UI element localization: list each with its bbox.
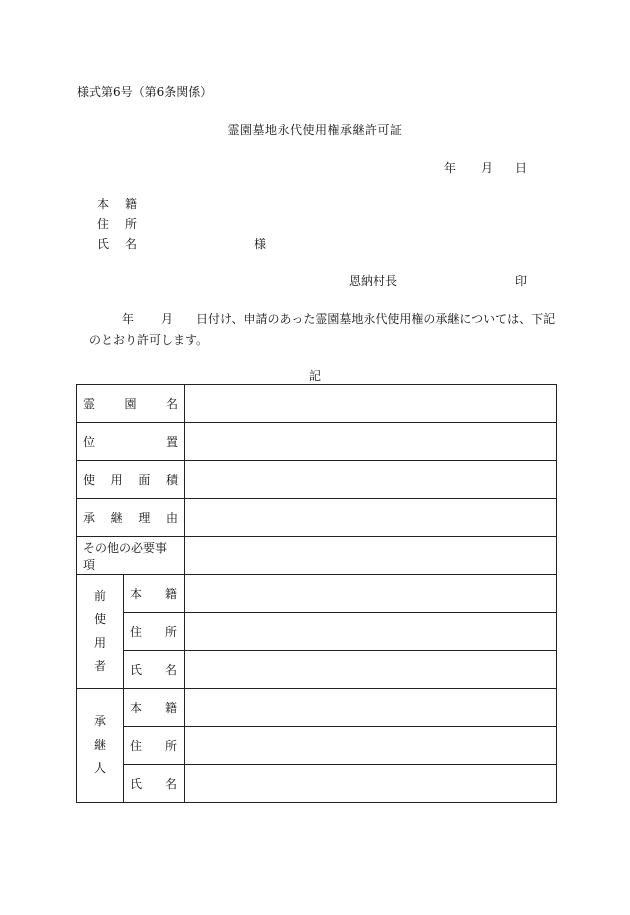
label-char: 積 bbox=[165, 473, 178, 487]
table-row bbox=[77, 537, 557, 575]
label-usage-area bbox=[77, 461, 185, 499]
value-previous-name[interactable] bbox=[185, 651, 557, 689]
date-day-label: 日 bbox=[515, 161, 528, 175]
table-row bbox=[77, 613, 557, 651]
label-char: 氏 bbox=[130, 777, 143, 791]
label-char: 承 bbox=[83, 511, 96, 525]
label-char: 位 bbox=[83, 435, 96, 449]
group-char: 用 bbox=[93, 635, 106, 650]
addressee-honorific: 様 bbox=[254, 237, 267, 251]
label-cemetery-name bbox=[77, 385, 185, 423]
issuer-seal: 印 bbox=[515, 274, 528, 288]
value-location[interactable] bbox=[185, 423, 557, 461]
value-successor-honseki[interactable] bbox=[185, 689, 557, 727]
label-char: 本 bbox=[130, 701, 143, 715]
addressee-jusho-label bbox=[97, 218, 137, 230]
label-char: 理 bbox=[138, 511, 151, 525]
group-previous-user bbox=[77, 575, 124, 689]
label-char: 本 bbox=[130, 587, 143, 601]
group-char: 承 bbox=[93, 714, 106, 729]
label-char: 住 bbox=[130, 739, 143, 753]
ki-label: 記 bbox=[308, 369, 321, 383]
body-line-2: のとおり許可します。 bbox=[89, 333, 209, 347]
value-other-matters[interactable] bbox=[185, 537, 557, 575]
table-row bbox=[77, 651, 557, 689]
group-char: 継 bbox=[93, 737, 106, 752]
addressee-honseki-label bbox=[97, 198, 137, 210]
addressee-honseki-char: 籍 bbox=[124, 197, 137, 211]
value-cemetery-name[interactable] bbox=[185, 385, 557, 423]
document-title: 霊園墓地永代使用権承継許可証 bbox=[227, 123, 403, 137]
group-char: 使 bbox=[93, 612, 106, 627]
value-succession-reason[interactable] bbox=[185, 499, 557, 537]
label-location bbox=[77, 423, 185, 461]
label-char: 用 bbox=[110, 473, 123, 487]
label-char: 所 bbox=[164, 739, 177, 753]
label-succession-reason bbox=[77, 499, 185, 537]
date-year-label: 年 bbox=[444, 161, 457, 175]
table-row bbox=[77, 689, 557, 727]
label-char: 所 bbox=[164, 625, 177, 639]
label-char: 置 bbox=[165, 435, 178, 449]
table-row bbox=[77, 461, 557, 499]
value-successor-name[interactable] bbox=[185, 765, 557, 803]
label-other-matters: その他の必要事項 bbox=[77, 537, 185, 575]
label-char: 面 bbox=[138, 473, 151, 487]
label-previous-honseki bbox=[124, 575, 185, 613]
label-char: 名 bbox=[164, 777, 177, 791]
body-year-label: 年 bbox=[122, 312, 135, 326]
label-char: 継 bbox=[110, 511, 123, 525]
table-row bbox=[77, 765, 557, 803]
label-successor-honseki bbox=[124, 689, 185, 727]
value-previous-honseki[interactable] bbox=[185, 575, 557, 613]
addressee-shimei-char: 氏 bbox=[97, 237, 110, 251]
label-char: 由 bbox=[165, 511, 178, 525]
value-usage-area[interactable] bbox=[185, 461, 557, 499]
body-month-label: 月 bbox=[161, 312, 174, 326]
addressee-jusho-char: 所 bbox=[124, 217, 137, 231]
label-char: 名 bbox=[165, 397, 178, 411]
label-successor-name bbox=[124, 765, 185, 803]
label-previous-name bbox=[124, 651, 185, 689]
date-month-label: 月 bbox=[481, 161, 494, 175]
addressee-jusho-char: 住 bbox=[97, 217, 110, 231]
table-row bbox=[77, 499, 557, 537]
table-row bbox=[77, 727, 557, 765]
body-text: 日付け、申請のあった霊園墓地永代使用権の承継については、下記 bbox=[196, 312, 556, 326]
label-previous-address bbox=[124, 613, 185, 651]
label-char: 籍 bbox=[164, 587, 177, 601]
label-char: 園 bbox=[124, 397, 137, 411]
label-char: 住 bbox=[130, 625, 143, 639]
addressee-honseki-char: 本 bbox=[97, 197, 110, 211]
label-char: 名 bbox=[164, 663, 177, 677]
issuer-name: 恩納村長 bbox=[349, 274, 398, 288]
label-char: 籍 bbox=[164, 701, 177, 715]
value-successor-address[interactable] bbox=[185, 727, 557, 765]
table-row bbox=[77, 385, 557, 423]
label-char: 霊 bbox=[83, 397, 96, 411]
certificate-table bbox=[76, 384, 557, 803]
group-successor bbox=[77, 689, 124, 803]
table-row bbox=[77, 575, 557, 613]
addressee-shimei-label bbox=[97, 238, 137, 250]
form-code: 様式第6号（第6条関係） bbox=[77, 85, 213, 99]
label-char: 氏 bbox=[130, 663, 143, 677]
group-char: 人 bbox=[93, 761, 106, 776]
group-char: 前 bbox=[93, 588, 106, 603]
label-char: 使 bbox=[83, 473, 96, 487]
label-successor-address bbox=[124, 727, 185, 765]
group-char: 者 bbox=[93, 658, 106, 673]
value-previous-address[interactable] bbox=[185, 613, 557, 651]
table-row bbox=[77, 423, 557, 461]
addressee-shimei-char: 名 bbox=[124, 237, 137, 251]
